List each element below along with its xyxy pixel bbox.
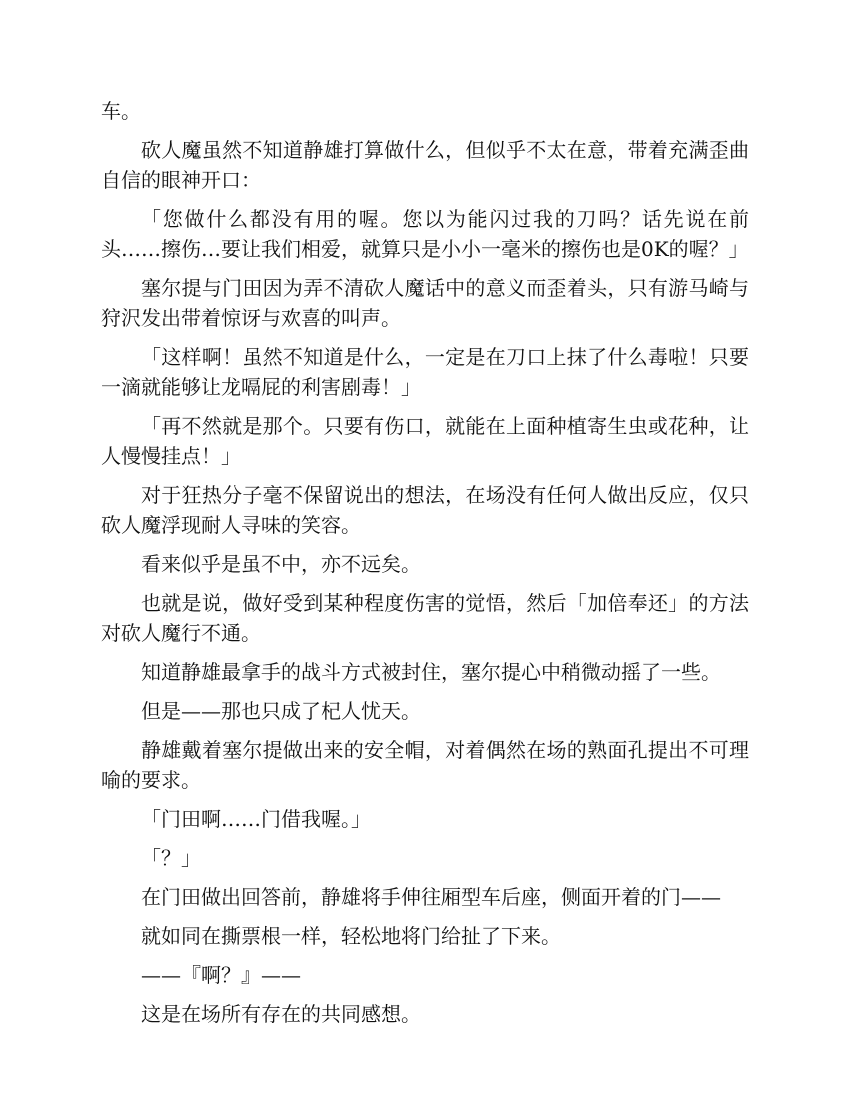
page-text: [101, 96, 749, 1038]
paragraph: 就如同在撕票根一样，轻松地将门给扯了下来。: [141, 924, 561, 948]
paragraph: 「门田啊……门借我喔。」: [141, 807, 371, 831]
paragraph: 「？」: [141, 846, 201, 870]
paragraph: 这是在场所有存在的共同感想。: [141, 1002, 421, 1026]
paragraph: 车。: [101, 99, 141, 123]
paragraph: 塞尔提与门田因为弄不清砍人魔话中的意义而歪着头，只有游马崎与狩沢发出带着惊讶与欢喜的叫声。: [101, 276, 749, 330]
paragraph: 砍人魔虽然不知道静雄打算做什么，但似乎不太在意，带着充满歪曲自信的眼神开口：: [101, 138, 749, 192]
paragraph: 「您做什么都没有用的喔。您以为能闪过我的刀吗？话先说在前头……擦伤…要让我们相爱，就算只是小小一毫米的擦伤也是0K的喔？」: [101, 207, 749, 261]
paragraph: 「这样啊！虽然不知道是什么，一定是在刀口上抹了什么毒啦！只要一滴就能够让龙嗝屁的利害剧毒！」: [101, 345, 749, 399]
paragraph: 在门田做出回答前，静雄将手伸往厢型车后座，侧面开着的门——: [141, 885, 721, 909]
paragraph: ——『啊？』——: [141, 963, 301, 987]
paragraph: 知道静雄最拿手的战斗方式被封住，塞尔提心中稍微动摇了一些。: [141, 660, 721, 684]
paragraph: 但是——那也只成了杞人忧天。: [141, 699, 421, 723]
paragraph: 也就是说，做好受到某种程度伤害的觉悟，然后「加倍奉还」的方法对砍人魔行不通。: [101, 591, 749, 645]
paragraph: 对于狂热分子毫不保留说出的想法，在场没有任何人做出反应，仅只砍人魔浮现耐人寻味的笑容。: [101, 483, 749, 537]
paragraph: 看来似乎是虽不中，亦不远矣。: [141, 552, 421, 576]
paragraph: 静雄戴着塞尔提做出来的安全帽，对着偶然在场的熟面孔提出不可理喻的要求。: [101, 738, 749, 792]
paragraph: 「再不然就是那个。只要有伤口，就能在上面种植寄生虫或花种，让人慢慢挂点！」: [101, 414, 749, 468]
